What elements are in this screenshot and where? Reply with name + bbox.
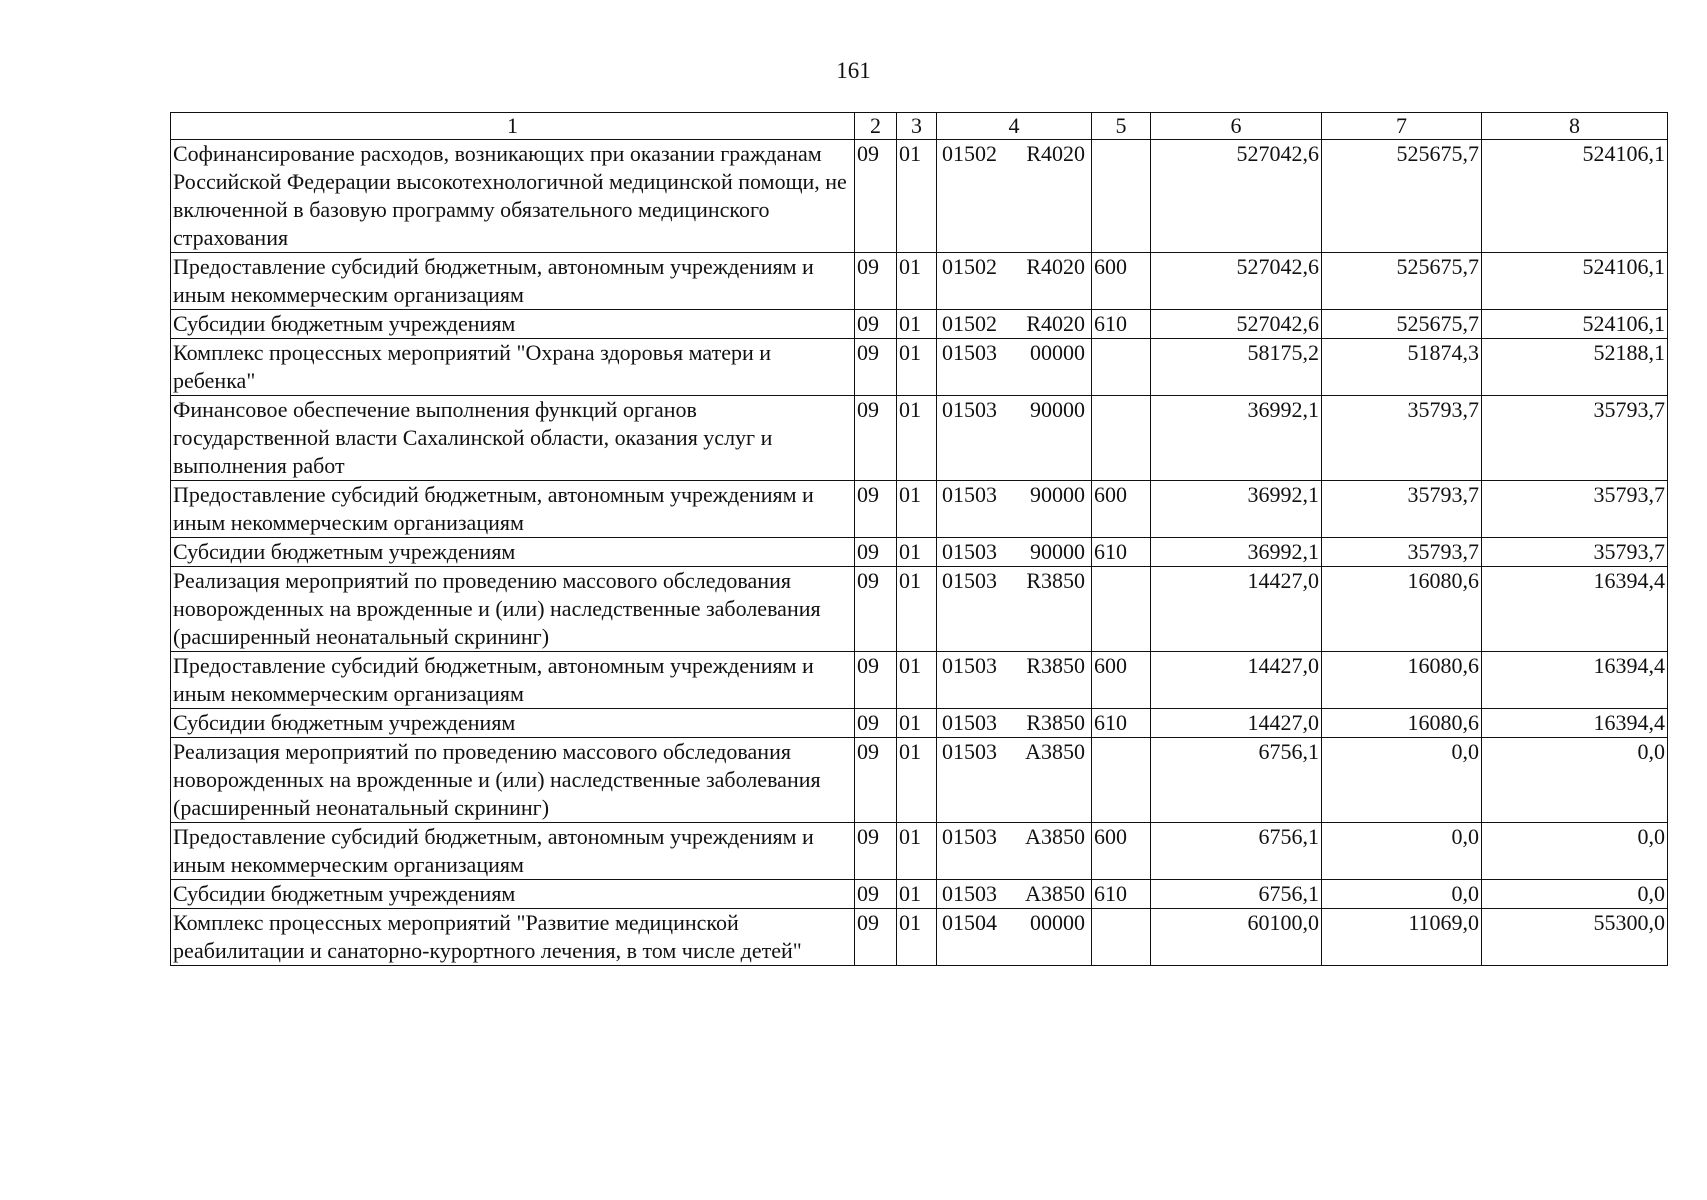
row-name: Предоставление субсидий бюджетным, автономным учреждениям и иным некоммерческим организациям <box>171 652 855 709</box>
section-code: 09 <box>855 709 897 738</box>
expense-type-code: 600 <box>1092 253 1151 310</box>
table-row <box>171 709 1668 738</box>
direction-code: А3850 <box>1025 881 1085 906</box>
amount-col-8: 0,0 <box>1482 738 1668 823</box>
target-item-code <box>937 310 1092 339</box>
row-name: Реализация мероприятий по проведению массового обследования новорожденных на врожденные и (или) наследственные заболевания (расширенный неонатальный скрининг) <box>171 738 855 823</box>
section-code: 09 <box>855 652 897 709</box>
amount-col-6: 14427,0 <box>1151 567 1322 652</box>
row-name: Предоставление субсидий бюджетным, автономным учреждениям и иным некоммерческим организациям <box>171 253 855 310</box>
table-row <box>171 880 1668 909</box>
table-row <box>171 738 1668 823</box>
amount-col-7: 16080,6 <box>1322 567 1482 652</box>
amount-col-7: 525675,7 <box>1322 253 1482 310</box>
expense-type-code <box>1092 909 1151 966</box>
header-cell-2: 2 <box>855 113 897 140</box>
target-item-code <box>937 339 1092 396</box>
amount-col-8: 52188,1 <box>1482 339 1668 396</box>
page-number: 161 <box>836 58 871 83</box>
header-cell-5: 5 <box>1092 113 1151 140</box>
subsection-code: 01 <box>897 481 937 538</box>
amount-col-6: 60100,0 <box>1151 909 1322 966</box>
amount-col-6: 6756,1 <box>1151 738 1322 823</box>
row-name: Реализация мероприятий по проведению массового обследования новорожденных на врожденные и (или) наследственные заболевания (расширенный неонатальный скрининг) <box>171 567 855 652</box>
program-code: 01502 <box>942 254 997 279</box>
amount-col-7: 525675,7 <box>1322 310 1482 339</box>
expense-type-code: 610 <box>1092 880 1151 909</box>
subsection-code: 01 <box>897 538 937 567</box>
table-row <box>171 909 1668 966</box>
direction-code: А3850 <box>1025 739 1085 764</box>
amount-col-6: 36992,1 <box>1151 538 1322 567</box>
amount-col-7: 0,0 <box>1322 738 1482 823</box>
table-row <box>171 253 1668 310</box>
section-code: 09 <box>855 310 897 339</box>
program-code: 01503 <box>942 482 997 507</box>
amount-col-6: 527042,6 <box>1151 253 1322 310</box>
table-row <box>171 339 1668 396</box>
target-item-code <box>937 709 1092 738</box>
section-code: 09 <box>855 880 897 909</box>
direction-code: 90000 <box>1030 539 1085 564</box>
target-item-code <box>937 880 1092 909</box>
section-code: 09 <box>855 339 897 396</box>
amount-col-7: 35793,7 <box>1322 481 1482 538</box>
expense-type-code: 600 <box>1092 823 1151 880</box>
target-item-code <box>937 909 1092 966</box>
amount-col-8: 0,0 <box>1482 823 1668 880</box>
expense-type-code <box>1092 396 1151 481</box>
header-cell-8: 8 <box>1482 113 1668 140</box>
header-cell-6: 6 <box>1151 113 1322 140</box>
header-cell-1: 1 <box>171 113 855 140</box>
target-item-code <box>937 823 1092 880</box>
amount-col-6: 6756,1 <box>1151 823 1322 880</box>
direction-code: R4020 <box>1026 311 1085 336</box>
amount-col-6: 14427,0 <box>1151 652 1322 709</box>
subsection-code: 01 <box>897 823 937 880</box>
subsection-code: 01 <box>897 140 937 253</box>
target-item-code <box>937 567 1092 652</box>
header-row <box>171 113 1668 140</box>
section-code: 09 <box>855 738 897 823</box>
table-row <box>171 310 1668 339</box>
expense-type-code: 610 <box>1092 709 1151 738</box>
target-item-code <box>937 253 1092 310</box>
table-row <box>171 396 1668 481</box>
expense-type-code <box>1092 738 1151 823</box>
subsection-code: 01 <box>897 339 937 396</box>
direction-code: R4020 <box>1026 254 1085 279</box>
row-name: Комплекс процессных мероприятий "Охрана здоровья матери и ребенка" <box>171 339 855 396</box>
budget-table <box>170 112 1668 966</box>
expense-type-code: 600 <box>1092 481 1151 538</box>
section-code: 09 <box>855 567 897 652</box>
section-code: 09 <box>855 538 897 567</box>
direction-code: R3850 <box>1026 568 1085 593</box>
row-name: Комплекс процессных мероприятий "Развитие медицинской реабилитации и санаторно-курортного лечения, в том числе детей" <box>171 909 855 966</box>
amount-col-8: 524106,1 <box>1482 310 1668 339</box>
row-name: Финансовое обеспечение выполнения функций органов государственной власти Сахалинской области, оказания услуг и выполнения работ <box>171 396 855 481</box>
subsection-code: 01 <box>897 396 937 481</box>
amount-col-8: 16394,4 <box>1482 709 1668 738</box>
row-name: Предоставление субсидий бюджетным, автономным учреждениям и иным некоммерческим организациям <box>171 481 855 538</box>
amount-col-8: 35793,7 <box>1482 481 1668 538</box>
program-code: 01503 <box>942 881 997 906</box>
subsection-code: 01 <box>897 652 937 709</box>
amount-col-7: 11069,0 <box>1322 909 1482 966</box>
expense-type-code: 610 <box>1092 310 1151 339</box>
expense-type-code: 600 <box>1092 652 1151 709</box>
program-code: 01502 <box>942 141 997 166</box>
amount-col-7: 0,0 <box>1322 823 1482 880</box>
amount-col-7: 16080,6 <box>1322 652 1482 709</box>
amount-col-6: 36992,1 <box>1151 481 1322 538</box>
program-code: 01503 <box>942 539 997 564</box>
table-row <box>171 140 1668 253</box>
section-code: 09 <box>855 396 897 481</box>
row-name: Субсидии бюджетным учреждениям <box>171 709 855 738</box>
section-code: 09 <box>855 823 897 880</box>
amount-col-6: 527042,6 <box>1151 310 1322 339</box>
amount-col-7: 35793,7 <box>1322 538 1482 567</box>
expense-type-code: 610 <box>1092 538 1151 567</box>
expense-type-code <box>1092 339 1151 396</box>
program-code: 01504 <box>942 910 997 935</box>
expense-type-code <box>1092 567 1151 652</box>
program-code: 01503 <box>942 824 997 849</box>
program-code: 01503 <box>942 340 997 365</box>
amount-col-7: 0,0 <box>1322 880 1482 909</box>
amount-col-8: 0,0 <box>1482 880 1668 909</box>
section-code: 09 <box>855 481 897 538</box>
row-name: Субсидии бюджетным учреждениям <box>171 310 855 339</box>
direction-code: R3850 <box>1026 653 1085 678</box>
subsection-code: 01 <box>897 310 937 339</box>
target-item-code <box>937 481 1092 538</box>
program-code: 01503 <box>942 739 997 764</box>
target-item-code <box>937 652 1092 709</box>
subsection-code: 01 <box>897 880 937 909</box>
section-code: 09 <box>855 909 897 966</box>
subsection-code: 01 <box>897 909 937 966</box>
amount-col-8: 35793,7 <box>1482 396 1668 481</box>
table-row <box>171 538 1668 567</box>
amount-col-6: 36992,1 <box>1151 396 1322 481</box>
direction-code: R3850 <box>1026 710 1085 735</box>
amount-col-7: 35793,7 <box>1322 396 1482 481</box>
amount-col-6: 527042,6 <box>1151 140 1322 253</box>
section-code: 09 <box>855 253 897 310</box>
program-code: 01503 <box>942 653 997 678</box>
subsection-code: 01 <box>897 567 937 652</box>
header-cell-7: 7 <box>1322 113 1482 140</box>
table-row <box>171 481 1668 538</box>
direction-code: А3850 <box>1025 824 1085 849</box>
row-name: Предоставление субсидий бюджетным, автономным учреждениям и иным некоммерческим организациям <box>171 823 855 880</box>
amount-col-8: 35793,7 <box>1482 538 1668 567</box>
amount-col-7: 51874,3 <box>1322 339 1482 396</box>
program-code: 01503 <box>942 568 997 593</box>
amount-col-8: 16394,4 <box>1482 652 1668 709</box>
amount-col-8: 55300,0 <box>1482 909 1668 966</box>
amount-col-6: 6756,1 <box>1151 880 1322 909</box>
amount-col-8: 524106,1 <box>1482 140 1668 253</box>
direction-code: 90000 <box>1030 482 1085 507</box>
header-cell-3: 3 <box>897 113 937 140</box>
direction-code: R4020 <box>1026 141 1085 166</box>
amount-col-7: 525675,7 <box>1322 140 1482 253</box>
amount-col-6: 14427,0 <box>1151 709 1322 738</box>
direction-code: 00000 <box>1030 340 1085 365</box>
subsection-code: 01 <box>897 738 937 823</box>
direction-code: 00000 <box>1030 910 1085 935</box>
amount-col-7: 16080,6 <box>1322 709 1482 738</box>
program-code: 01503 <box>942 710 997 735</box>
direction-code: 90000 <box>1030 397 1085 422</box>
subsection-code: 01 <box>897 709 937 738</box>
target-item-code <box>937 396 1092 481</box>
program-code: 01502 <box>942 311 997 336</box>
table-row <box>171 823 1668 880</box>
row-name: Софинансирование расходов, возникающих при оказании гражданам Российской Федерации высокотехнологичной медицинской помощи, не включенной в базовую программу обязательного медицинского страхования <box>171 140 855 253</box>
target-item-code <box>937 738 1092 823</box>
row-name: Субсидии бюджетным учреждениям <box>171 538 855 567</box>
subsection-code: 01 <box>897 253 937 310</box>
row-name: Субсидии бюджетным учреждениям <box>171 880 855 909</box>
table-row <box>171 567 1668 652</box>
target-item-code <box>937 140 1092 253</box>
table-row <box>171 652 1668 709</box>
expense-type-code <box>1092 140 1151 253</box>
amount-col-8: 524106,1 <box>1482 253 1668 310</box>
amount-col-8: 16394,4 <box>1482 567 1668 652</box>
program-code: 01503 <box>942 397 997 422</box>
section-code: 09 <box>855 140 897 253</box>
header-cell-4: 4 <box>937 113 1092 140</box>
target-item-code <box>937 538 1092 567</box>
amount-col-6: 58175,2 <box>1151 339 1322 396</box>
